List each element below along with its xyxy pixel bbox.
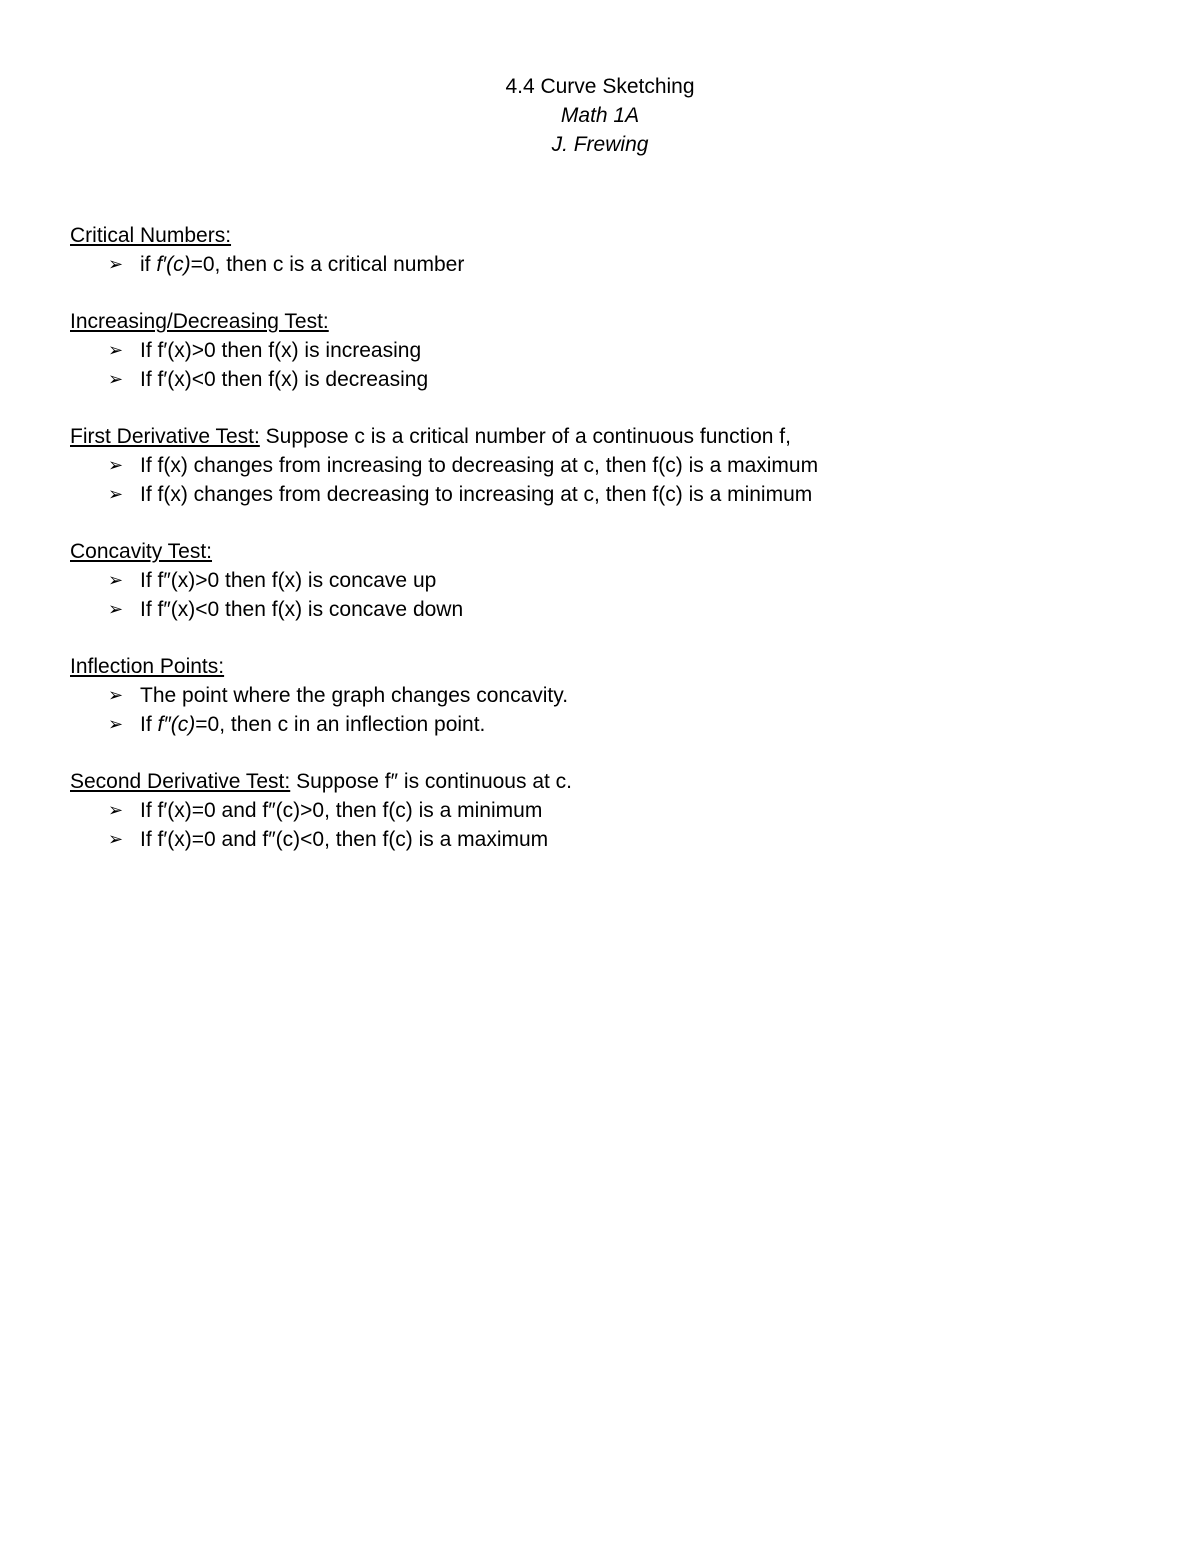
list-item: ➢ If f′(x)=0 and f″(c)<0, then f(c) is a maximum (70, 825, 1150, 854)
arrow-bullet-icon: ➢ (108, 685, 124, 705)
arrow-bullet-icon: ➢ (108, 340, 124, 360)
document-title: 4.4 Curve Sketching (505, 75, 695, 98)
document-header (0, 72, 1200, 159)
list-item: ➢ If f′(x)>0 then f(x) is increasing (70, 336, 1150, 365)
section-title: Second Derivative Test: Suppose f″ is continuous at c. (70, 770, 573, 793)
section-title: Critical Numbers: (70, 224, 232, 247)
list-item: ➢ The point where the graph changes concavity. (70, 681, 1150, 710)
arrow-bullet-icon: ➢ (108, 484, 124, 504)
list-item: ➢ If f″(x)<0 then f(x) is concave down (70, 595, 1150, 624)
bullet-list (70, 451, 1150, 509)
section-title: Increasing/Decreasing Test: (70, 310, 329, 333)
list-item: ➢ If f″(c)=0, then c in an inflection point. (70, 710, 1150, 739)
bullet-list (70, 566, 1150, 624)
list-item: ➢ If f(x) changes from decreasing to increasing at c, then f(c) is a minimum (70, 480, 1150, 509)
arrow-bullet-icon: ➢ (108, 599, 124, 619)
bullet-list (70, 336, 1150, 394)
arrow-bullet-icon: ➢ (108, 829, 124, 849)
arrow-bullet-icon: ➢ (108, 570, 124, 590)
section-title: First Derivative Test: Suppose c is a critical number of a continuous function f, (70, 425, 791, 448)
section-critical-numbers (70, 221, 1150, 279)
section-inflection-points (70, 652, 1150, 739)
bullet-list (70, 681, 1150, 739)
arrow-bullet-icon: ➢ (108, 455, 124, 475)
list-item: ➢ If f″(x)>0 then f(x) is concave up (70, 566, 1150, 595)
list-item: ➢ if f′(c)=0, then c is a critical number (70, 250, 1150, 279)
section-second-derivative-test (70, 767, 1150, 854)
section-title: Concavity Test: (70, 540, 213, 563)
arrow-bullet-icon: ➢ (108, 714, 124, 734)
list-item: ➢ If f′(x)=0 and f″(c)>0, then f(c) is a minimum (70, 796, 1150, 825)
section-increasing-decreasing-test (70, 307, 1150, 394)
bullet-list (70, 250, 1150, 279)
arrow-bullet-icon: ➢ (108, 254, 124, 274)
section-concavity-test (70, 537, 1150, 624)
list-item: ➢ If f(x) changes from increasing to decreasing at c, then f(c) is a maximum (70, 451, 1150, 480)
arrow-bullet-icon: ➢ (108, 369, 124, 389)
section-title: Inflection Points: (70, 655, 225, 678)
author-name: J. Frewing (551, 133, 649, 156)
arrow-bullet-icon: ➢ (108, 800, 124, 820)
bullet-list (70, 796, 1150, 854)
list-item: ➢ If f′(x)<0 then f(x) is decreasing (70, 365, 1150, 394)
section-first-derivative-test (70, 422, 1150, 509)
course-name: Math 1A (560, 104, 640, 127)
